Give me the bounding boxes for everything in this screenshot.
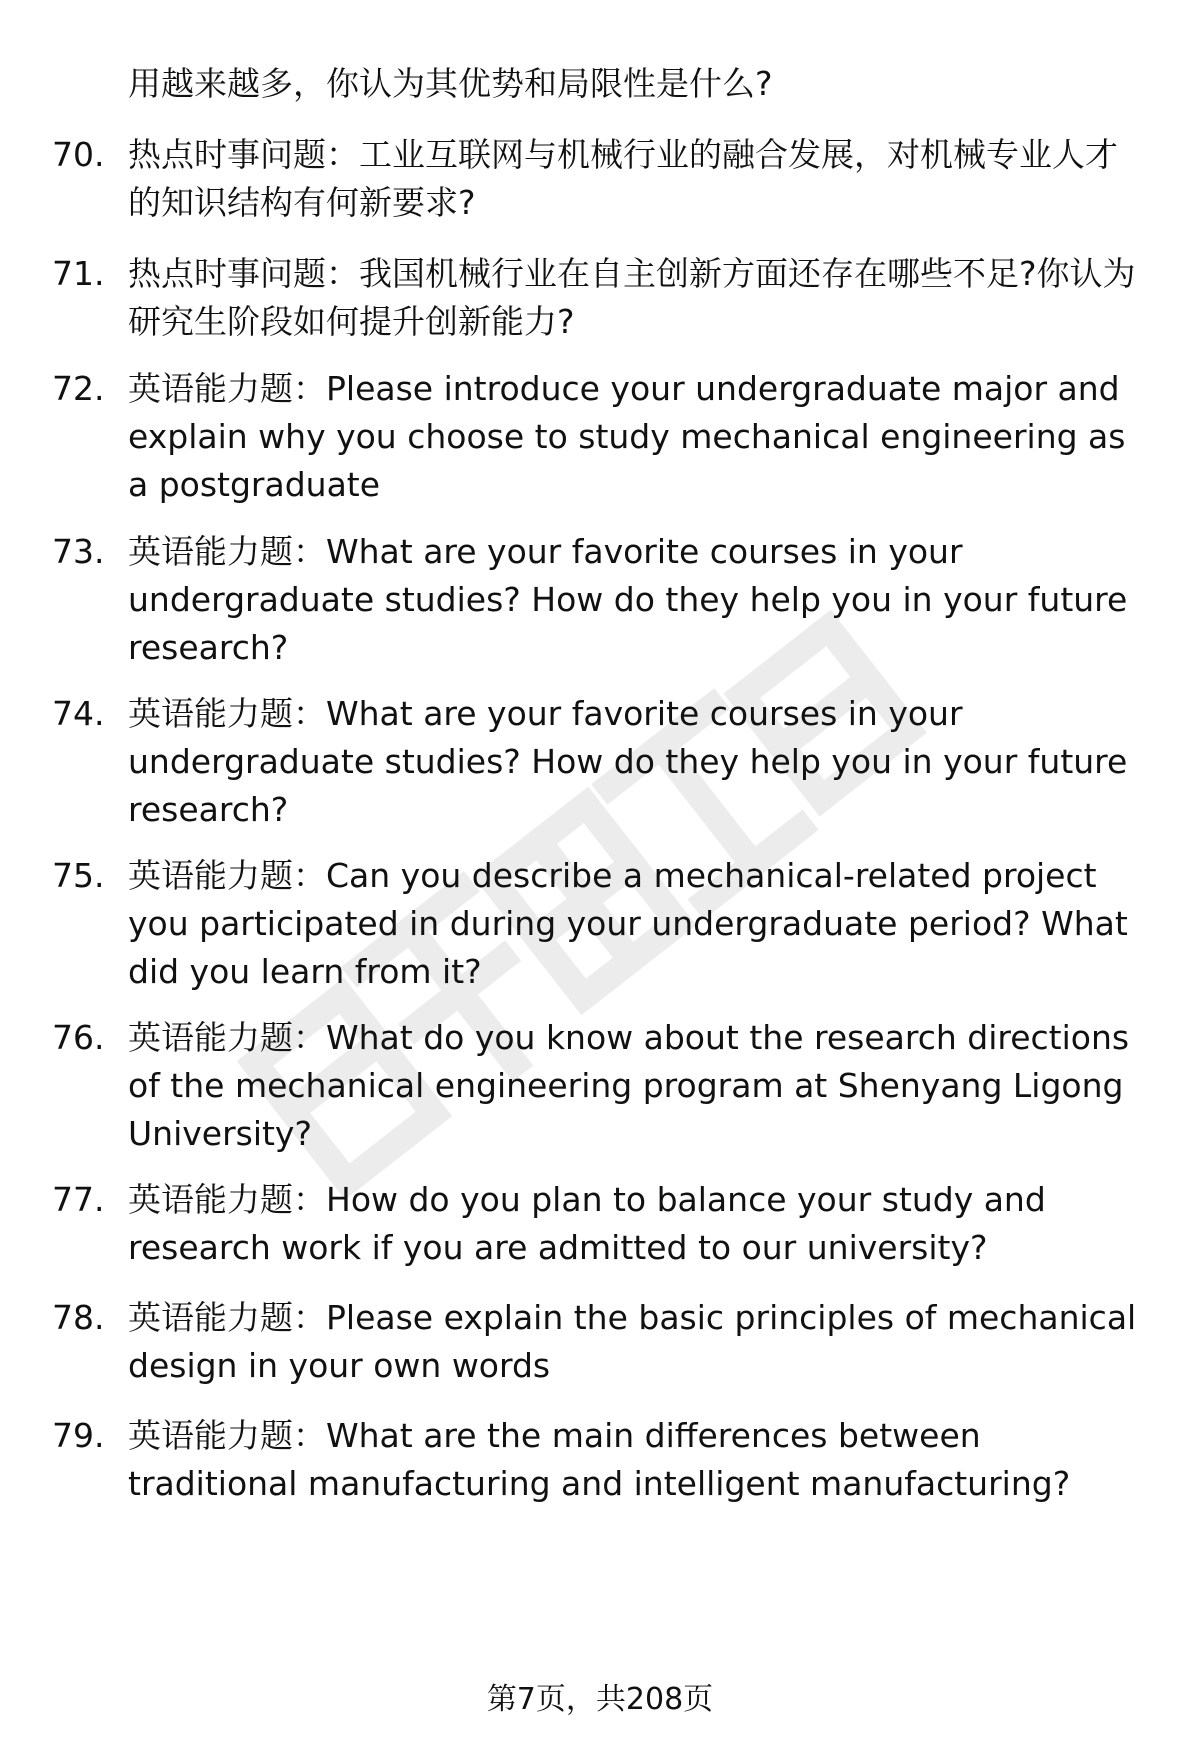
question-number: 71. (52, 254, 105, 293)
continuation-text: 用越来越多，你认为其优势和局限性是什么? (128, 64, 773, 103)
question-item (52, 1176, 1152, 1272)
question-number: 78. (52, 1298, 105, 1337)
question-item (52, 1294, 1152, 1390)
question-body: 我国机械行业在自主创新方面还存在哪些不足?你认为研究生阶段如何提升创新能力? (128, 254, 1136, 341)
question-number: 79. (52, 1416, 105, 1455)
question-category: 热点时事问题： (128, 135, 359, 174)
question-category: 英语能力题： (128, 694, 326, 733)
question-text (128, 365, 1148, 509)
question-category: 英语能力题： (128, 1180, 326, 1219)
question-text (128, 528, 1148, 672)
question-body: Can you describe a mechanical-related project you participated in during your undergraduate period? What did you learn from it? (128, 856, 1128, 991)
question-text (128, 1176, 1148, 1272)
question-item (52, 852, 1152, 996)
question-item (52, 1014, 1152, 1158)
question-category: 英语能力题： (128, 1018, 326, 1057)
question-item (52, 1412, 1152, 1508)
question-number: 75. (52, 856, 105, 895)
question-body: Please introduce your undergraduate major and explain why you choose to study mechanical engineering as a postgraduate (128, 369, 1126, 504)
question-number: 73. (52, 532, 105, 571)
question-body: What are your favorite courses in your undergraduate studies? How do they help you in your future research? (128, 532, 1128, 667)
question-item (52, 250, 1152, 346)
question-body: 工业互联网与机械行业的融合发展，对机械专业人才的知识结构有何新要求? (128, 135, 1118, 222)
question-text (128, 1014, 1148, 1158)
question-category: 英语能力题： (128, 856, 326, 895)
question-text (128, 1294, 1148, 1390)
question-body: What are your favorite courses in your undergraduate studies? How do they help you in your future research? (128, 694, 1128, 829)
question-text (128, 690, 1148, 834)
page-footer: 第7页，共208页 (486, 1682, 714, 1717)
question-item (52, 365, 1152, 509)
question-number: 70. (52, 135, 105, 174)
question-number: 77. (52, 1180, 105, 1219)
question-text (128, 1412, 1148, 1508)
question-category: 英语能力题： (128, 532, 326, 571)
question-category: 英语能力题： (128, 369, 326, 408)
question-text (128, 250, 1148, 346)
question-body: What are the main differences between traditional manufacturing and intelligent manufacturing? (128, 1416, 1071, 1503)
question-category: 英语能力题： (128, 1416, 326, 1455)
question-body: What do you know about the research directions of the mechanical engineering program at Shenyang Ligong University? (128, 1018, 1130, 1153)
question-body: How do you plan to balance your study and research work if you are admitted to our university? (128, 1180, 1046, 1267)
question-text (128, 131, 1148, 227)
question-number: 74. (52, 694, 105, 733)
question-number: 76. (52, 1018, 105, 1057)
question-item (52, 528, 1152, 672)
question-category: 热点时事问题： (128, 254, 359, 293)
question-item (52, 131, 1152, 227)
question-category: 英语能力题： (128, 1298, 326, 1337)
question-item (52, 690, 1152, 834)
question-number: 72. (52, 369, 105, 408)
question-text (128, 852, 1148, 996)
question-body: Please explain the basic principles of mechanical design in your own words (128, 1298, 1137, 1385)
